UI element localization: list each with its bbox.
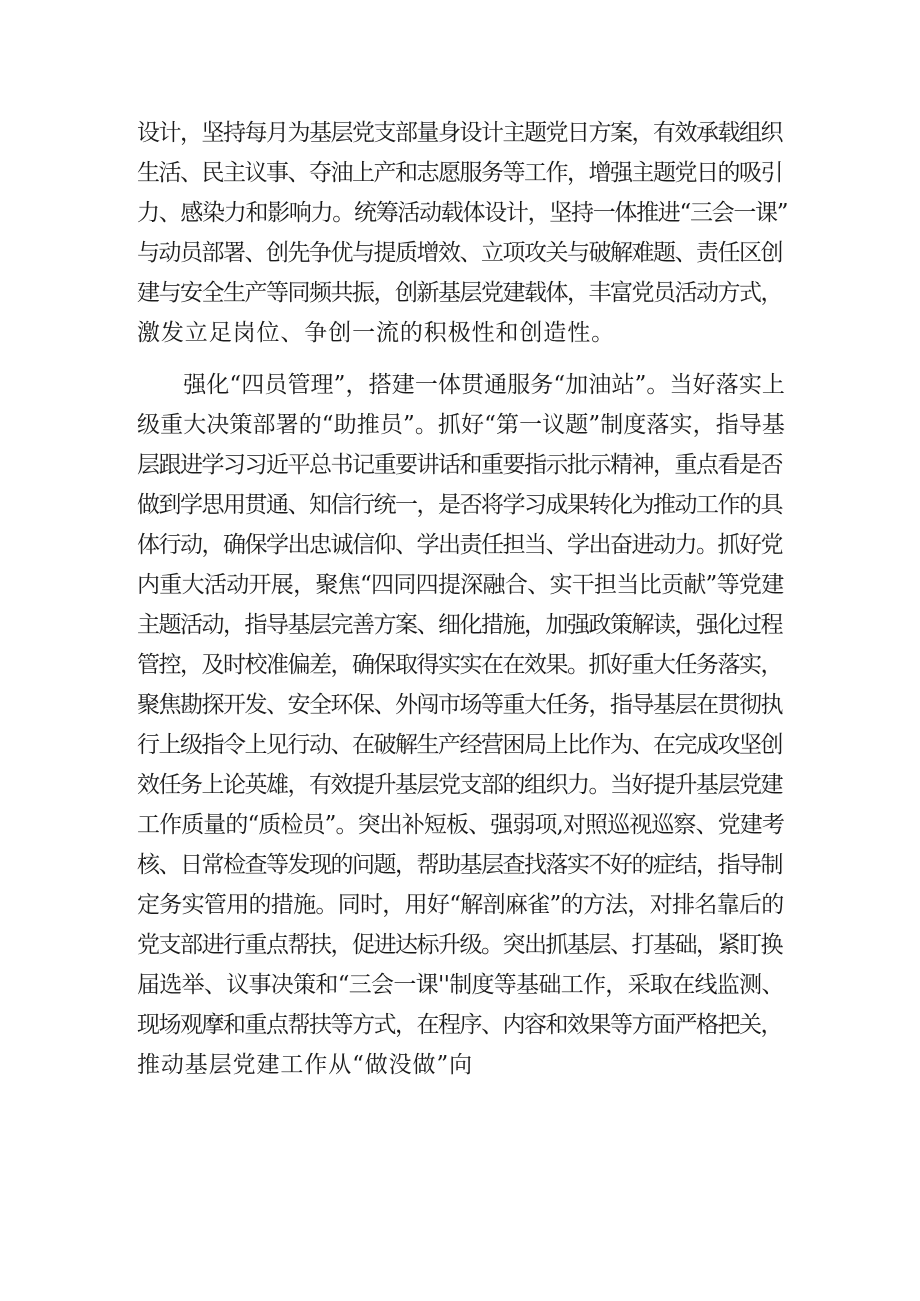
text-line: 推动基层党建工作从“做没做”向 bbox=[137, 1052, 474, 1078]
text-line: 行上级指令上见行动、在破解生产经营困局上比作为、在完成攻坚创 bbox=[137, 732, 782, 758]
text-line: 生活、民主议事、夺油上产和志愿服务等工作，增强主题党日的吸引 bbox=[137, 160, 782, 186]
text-line: 内重大活动开展，聚焦“四同四提深融合、实干担当比贡献”等党建 bbox=[137, 572, 784, 598]
text-line: 现场观摩和重点帮扶等方式，在程序、内容和效果等方面严格把关， bbox=[137, 1012, 782, 1038]
text-line: 聚焦勘探开发、安全环保、外闯市场等重大任务，指导基层在贯彻执 bbox=[137, 692, 782, 718]
text-line: 工作质量的“质检员”。突出补短板、强弱项,对照巡视巡察、党建考 bbox=[137, 812, 784, 838]
text-line: 主题活动，指导基层完善方案、细化措施，加强政策解读，强化过程 bbox=[137, 612, 782, 638]
paragraph-2 bbox=[137, 365, 787, 1085]
text-line: 层跟进学习习近平总书记重要讲话和重要指示批示精神，重点看是否 bbox=[137, 452, 782, 478]
text-line: 做到学思用贯通、知信行统一，是否将学习成果转化为推动工作的具 bbox=[137, 492, 782, 518]
text-line: 届选举、议事决策和“三会一课''制度等基础工作，采取在线监测、 bbox=[137, 972, 784, 998]
text-line: 效任务上论英雄，有效提升基层党支部的组织力。当好提升基层党建 bbox=[137, 772, 782, 798]
text-line: 建与安全生产等同频共振，创新基层党建载体，丰富党员活动方式， bbox=[137, 280, 782, 306]
text-line: 激发立足岗位、争创一流的积极性和创造性。 bbox=[137, 320, 615, 346]
text-line: 管控，及时校准偏差，确保取得实实在在效果。抓好重大任务落实， bbox=[137, 652, 782, 678]
text-line: 体行动，确保学出忠诚信仰、学出责任担当、学出奋进动力。抓好党 bbox=[137, 532, 782, 558]
paragraph-1 bbox=[137, 113, 787, 353]
text-line: 党支部进行重点帮扶，促进达标升级。突出抓基层、打基础，紧盯换 bbox=[137, 932, 782, 958]
text-line: 级重大决策部署的“助推员”。抓好“第一议题”制度落实，指导基 bbox=[137, 412, 786, 438]
text-line: 核、日常检查等发现的问题，帮助基层查找落实不好的症结，指导制 bbox=[137, 852, 782, 878]
text-line: 设计，坚持每月为基层党支部量身设计主题党日方案，有效承载组织 bbox=[137, 120, 782, 146]
text-line: 与动员部署、创先争优与提质增效、立项攻关与破解难题、责任区创 bbox=[137, 240, 782, 266]
text-line: 强化“四员管理”，搭建一体贯通服务“加油站”。当好落实上 bbox=[137, 372, 786, 398]
text-line: 力、感染力和影响力。统筹活动载体设计，坚持一体推进“三会一课” bbox=[137, 200, 788, 226]
body-text bbox=[137, 113, 787, 1085]
text-line: 定务实管用的措施。同时，用好“解剖麻雀”的方法，对排名靠后的 bbox=[137, 892, 784, 918]
